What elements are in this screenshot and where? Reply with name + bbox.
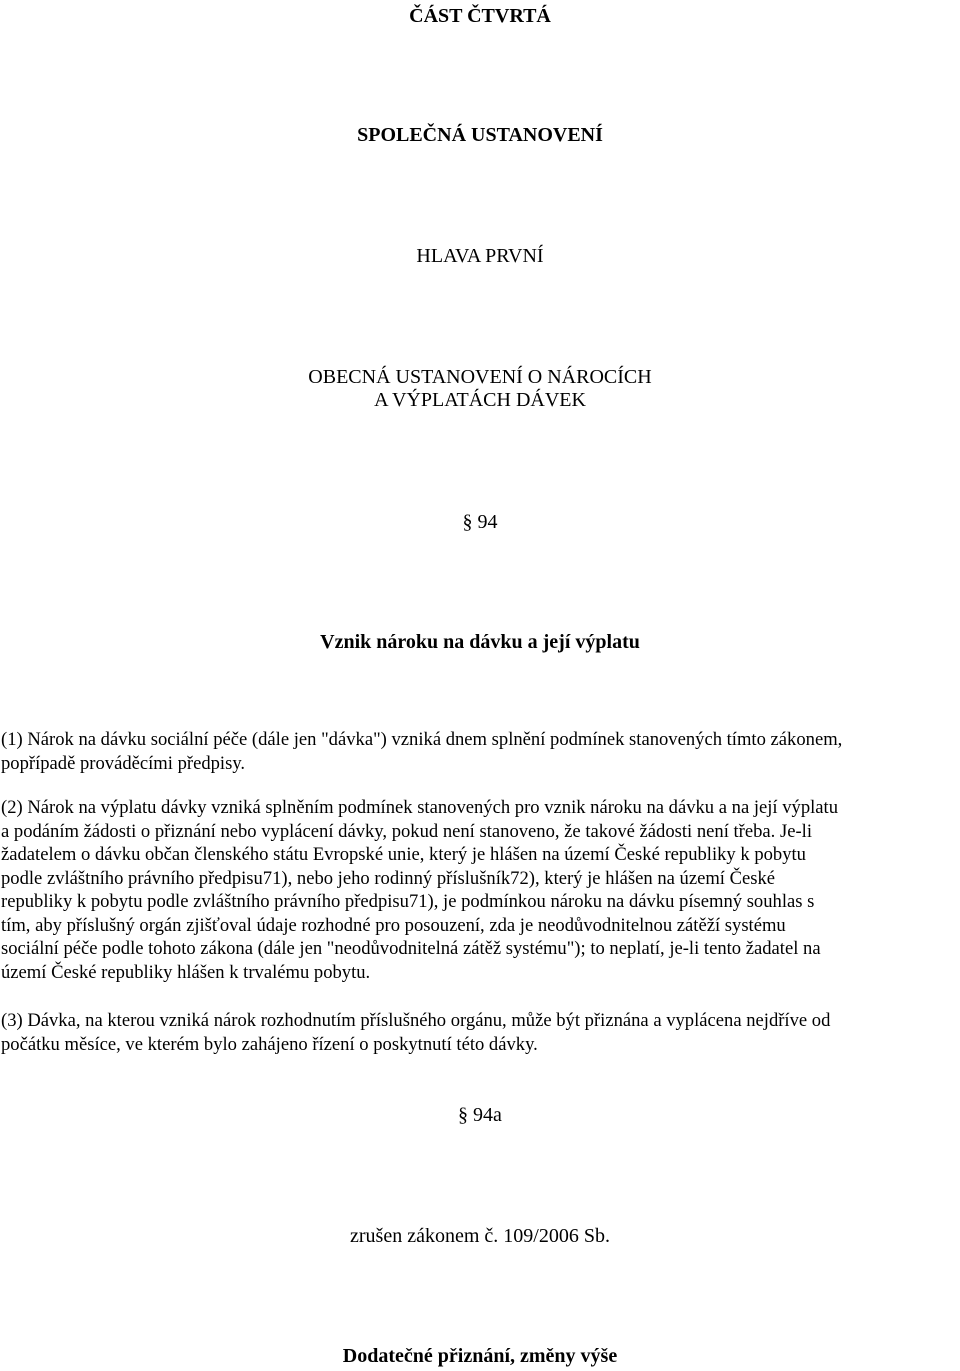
section-94a-number: 94a: [473, 1104, 502, 1126]
paragraph-1-line: popřípadě prováděcími předpisy.: [1, 752, 246, 774]
chapter-title-line-2: A VÝPLATÁCH DÁVEK: [374, 389, 586, 411]
paragraph-2-line: a podáním žádosti o přiznání nebo vyplácení dávky, pokud není stanoveno, že takové žádosti není třeba. Je-li: [1, 820, 812, 842]
section-94-title: Vznik nároku na dávku a její výplatu: [320, 631, 640, 653]
paragraph-2-line: podle zvláštního právního předpisu71), nebo jeho rodinný příslušník72), který je hlášen na území České: [1, 867, 776, 889]
paragraph-2-line: žadatelem o dávku občan členského státu Evropské unie, který je hlášen na území České republiky k pobytu: [1, 844, 806, 865]
section-94-heading: [0, 511, 960, 534]
paragraph-2-line: (2) Nárok na výplatu dávky vzniká splněním podmínek stanovených pro vznik nároku na dávku a na její výplatu: [1, 797, 839, 818]
paragraph-3-line: počátku měsíce, ve kterém bylo zahájeno řízení o poskytnutí této dávky.: [1, 1033, 538, 1055]
part-heading: ČÁST ČTVRTÁ: [409, 5, 551, 27]
paragraph-1-line: (1) Nárok na dávku sociální péče (dále jen "dávka") vzniká dnem splnění podmínek stanovených tímto zákonem,: [1, 729, 843, 750]
paragraph-2: [1, 796, 957, 984]
section-94a-text: zrušen zákonem č. 109/2006 Sb.: [350, 1225, 610, 1247]
chapter-heading: HLAVA PRVNÍ: [416, 245, 544, 267]
section-94-number: 94: [477, 511, 498, 533]
paragraph-2-line: republiky k pobytu podle zvláštního právního předpisu71), je podmínkou nároku na dávku písemný souhlas s: [1, 891, 815, 912]
paragraph-3: [1, 1009, 957, 1056]
section-sign-icon: §: [462, 511, 473, 533]
chapter-title: [0, 366, 960, 412]
part-title: SPOLEČNÁ USTANOVENÍ: [357, 124, 603, 146]
paragraph-2-line: území České republiky hlášen k trvalému pobytu.: [1, 961, 371, 983]
next-section-title: Dodatečné přiznání, změny výše: [342, 1345, 618, 1367]
paragraph-2-line: sociální péče podle tohoto zákona (dále jen "neodůvodnitelná zátěž systému"); to neplatí, je-li tento žadatel na: [1, 938, 821, 959]
section-94a-heading: [0, 1104, 960, 1127]
paragraph-3-line: (3) Dávka, na kterou vzniká nárok rozhodnutím příslušného orgánu, může být přiznána a vyplácena nejdříve od: [1, 1010, 831, 1031]
chapter-title-line-1: OBECNÁ USTANOVENÍ O NÁROCÍCH: [308, 366, 652, 388]
paragraph-1: [1, 728, 957, 775]
section-sign-icon: §: [458, 1104, 469, 1126]
paragraph-2-line: tím, aby příslušný orgán zjišťoval údaje rozhodné pro posouzení, zda je neodůvodnitelnou zátěží systému: [1, 914, 786, 936]
